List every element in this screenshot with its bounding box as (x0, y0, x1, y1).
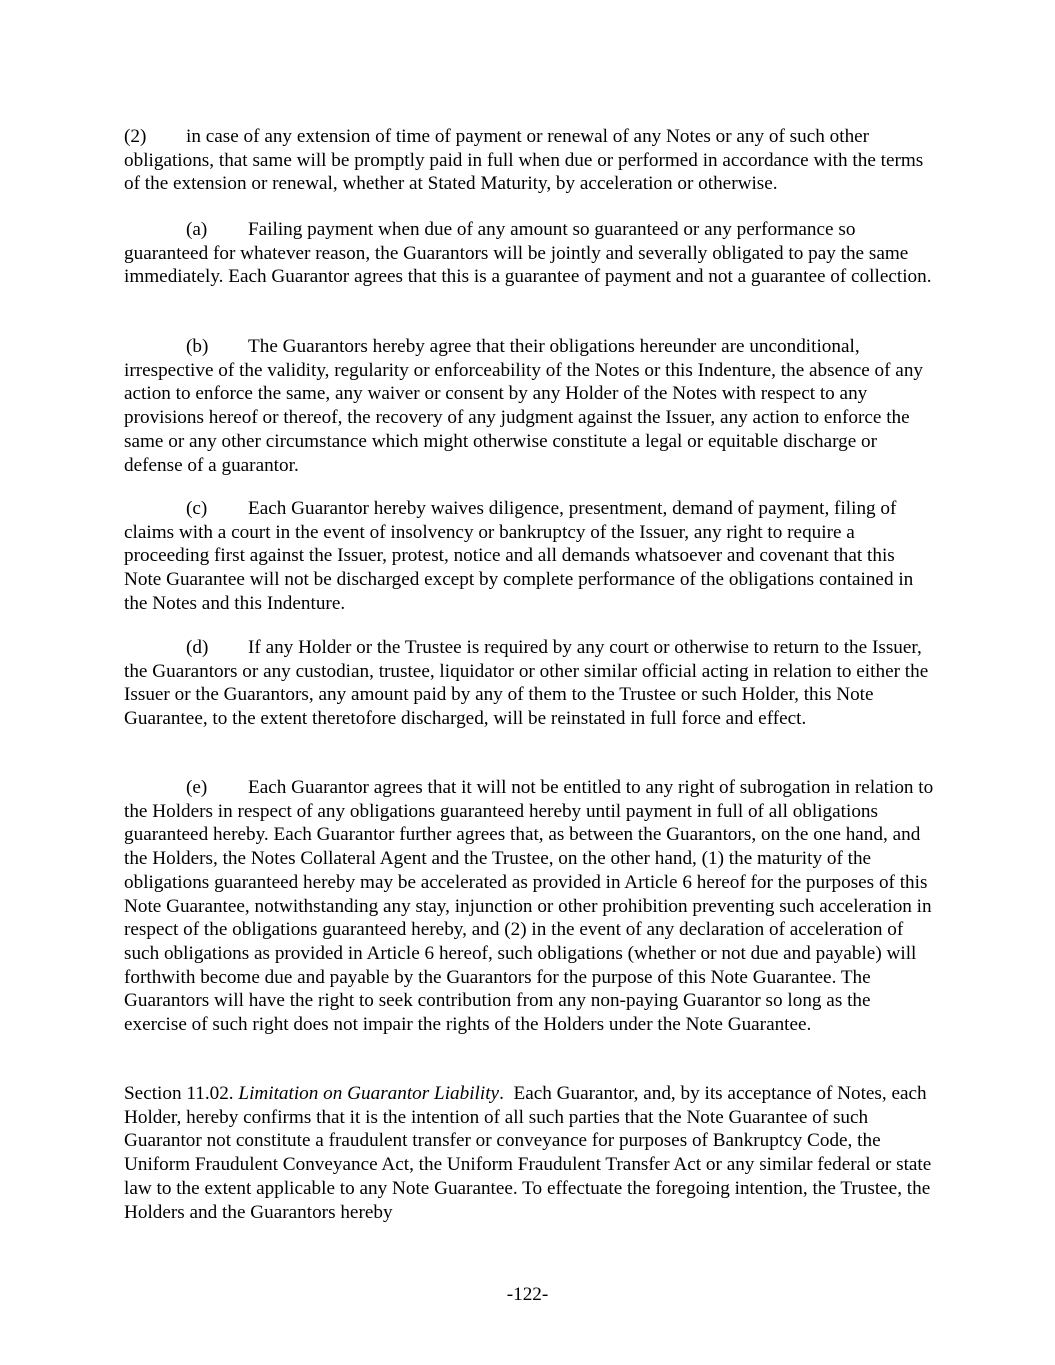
paragraph-label: (2) (124, 126, 147, 147)
paragraph-d (124, 636, 936, 731)
paragraph-e (124, 776, 936, 1037)
paragraph-text: in case of any extension of time of payment or renewal of any Notes or any of such other obligations, that same will be promptly paid in full when due or performed in accordance with the terms of the extension or renewal, whether at Stated Maturity, by acceleration or otherwise. (124, 126, 924, 195)
paragraph-text: Each Guarantor hereby waives diligence, presentment, demand of payment, filing of claims with a court in the event of insolvency or bankruptcy of the Issuer, any right to require a proceeding first against the Issuer, protest, notice and all demands whatsoever and covenant that this Note Guarantee will not be discharged except by complete performance of the obligations contained in the Notes and this Indenture. (124, 498, 914, 614)
paragraph-label: (b) (186, 336, 209, 357)
section-title: Limitation on Guarantor Liability (238, 1083, 500, 1104)
paragraph-text: Failing payment when due of any amount so guaranteed or any performance so guaranteed for whatever reason, the Guarantors will be jointly and severally obligated to pay the same immediately. Each Guarantor agrees that this is a guarantee of payment and not a guarantee of collection. (124, 219, 932, 288)
paragraph-label: (c) (186, 498, 208, 519)
paragraph-text: If any Holder or the Trustee is required by any court or otherwise to return to the Issuer, the Guarantors or any custodian, trustee, liquidator or other similar official acting in relation to either the Issuer or the Guarantors, any amount paid by any of them to the Trustee or such Holder, this Note Guarantee, to the extent theretofore discharged, will be reinstated in full force and effect. (124, 637, 929, 730)
section-text: Each Guarantor, and, by its acceptance of Notes, each Holder, hereby confirms that it is the intention of all such parties that the Note Guarantee of such Guarantor not constitute a fraudulent transfer or conveyance for purposes of Bankruptcy Code, the Uniform Fraudulent Conveyance Act, the Uniform Fraudulent Transfer Act or any similar federal or state law to the extent applicable to any Note Guarantee. To effectuate the foregoing intention, the Trustee, the Holders and the Guarantors hereby (124, 1083, 932, 1223)
paragraph-b (124, 335, 936, 477)
paragraph-label: (d) (186, 637, 209, 658)
paragraph-label: (a) (186, 219, 208, 240)
page-number: -122- (506, 1284, 549, 1305)
section-11-02 (124, 1082, 936, 1224)
paragraph-label: (e) (186, 777, 208, 798)
paragraph-text: Each Guarantor agrees that it will not be entitled to any right of subrogation in relation to the Holders in respect of any obligations guaranteed hereby until payment in full of all obligations guaranteed hereby. Each Guarantor further agrees that, as between the Guarantors, on the one hand, and the Holders, the Notes Collateral Agent and the Trustee, on the other hand, (1) the maturity of the obligations guaranteed hereby may be accelerated as provided in Article 6 hereof for the purposes of this Note Guarantee, notwithstanding any stay, injunction or other prohibition preventing such acceleration in respect of the obligations guaranteed hereby, and (2) in the event of any declaration of acceleration of such obligations as provided in Article 6 hereof, such obligations (whether or not due and payable) will forthwith become due and payable by the Guarantors for the purpose of this Note Guarantee. The Guarantors will have the right to seek contribution from any non-paying Guarantor so long as the exercise of such right does not impair the rights of the Holders under the Note Guarantee. (124, 777, 934, 1036)
paragraph-a (124, 218, 936, 289)
section-number: Section 11.02. (124, 1083, 234, 1104)
section-title-suffix: . (499, 1083, 504, 1104)
paragraph-text: The Guarantors hereby agree that their obligations hereunder are unconditional, irrespective of the validity, regularity or enforceability of the Notes or this Indenture, the absence of any action to enforce the same, any waiver or consent by any Holder of the Notes with respect to any provisions hereof or thereof, the recovery of any judgment against the Issuer, any action to enforce the same or any other circumstance which might otherwise constitute a legal or equitable discharge or defense of a guarantor. (124, 336, 924, 476)
paragraph-c (124, 497, 936, 616)
paragraph-item-2 (124, 125, 936, 196)
